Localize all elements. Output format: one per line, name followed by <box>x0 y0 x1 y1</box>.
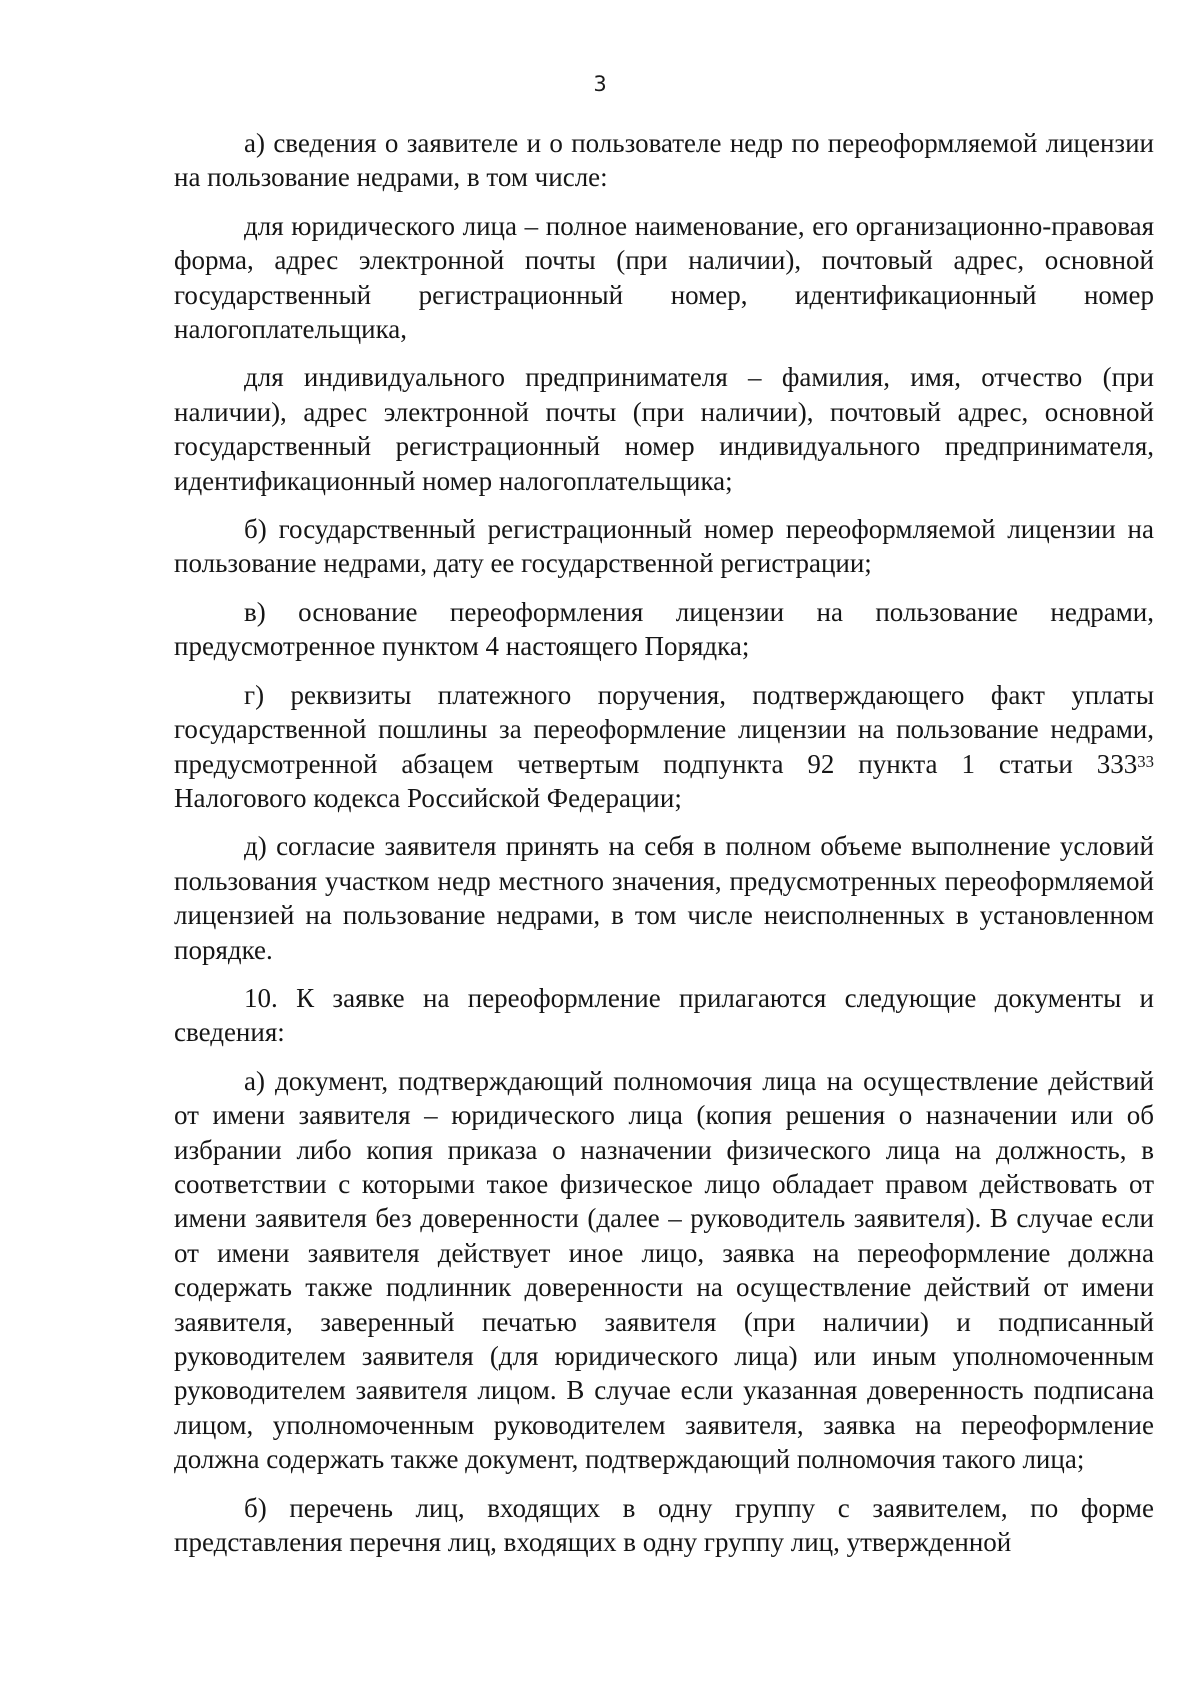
paragraph-reissue-basis: в) основание переоформления лицензии на пользование недрами, предусмотренное пунктом 4 настоящего Порядка; <box>174 596 1154 662</box>
page-number: 3 <box>593 72 607 96</box>
article-superscript: 33 <box>1137 751 1154 771</box>
paragraph-payment-details <box>174 678 1154 816</box>
paragraph-applicant-consent: д) согласие заявителя принять на себя в полном объеме выполнение условий пользования участком недр местного значения, предусмотренных переоформляемой лицензией на пользование недрами, в том числе неисполненных в установленном порядке. <box>174 831 1154 965</box>
payment-details-text-end: Налогового кодекса Российской Федерации; <box>174 782 682 813</box>
paragraph-individual-entrepreneur: для индивидуального предпринимателя – фамилия, имя, отчество (при наличии), адрес электронной почты (при наличии), почтовый адрес, основной государственный регистрационный номер индивидуального предпринимателя, идентификационный номер налогоплательщика; <box>174 362 1154 496</box>
paragraph-authority-document: а) документ, подтверждающий полномочия лица на осуществление действий от имени заявителя – юридического лица (копия решения о назначении или об избрании либо копия приказа о назначении физического лица на должность, в соответствии с которыми такое физическое лицо обладает правом действовать от имени заявителя без доверенности (далее – руководитель заявителя). В случае если от имени заявителя действует иное лицо, заявка на переоформление должна содержать также подлинник доверенности на осуществление действий от имени заявителя, заверенный печатью заявителя (при наличии) и подписанный руководителем заявителя (для юридического лица) или иным уполномоченным руководителем заявителя лицом. В случае если указанная доверенность подписана лицом, уполномоченным руководителем заявителя, заявка на переоформление должна содержать также документ, подтверждающий полномочия такого лица; <box>174 1065 1154 1475</box>
paragraph-clause-10: 10. К заявке на переоформление прилагаются следующие документы и сведения: <box>174 982 1154 1048</box>
paragraph-group-persons-list: б) перечень лиц, входящих в одну группу с заявителем, по форме представления перечня лиц, входящих в одну группу лиц, утвержденной <box>174 1492 1154 1558</box>
paragraph-applicant-info: а) сведения о заявителе и о пользователе недр по переоформляемой лицензии на пользование недрами, в том числе: <box>174 128 1154 193</box>
paragraph-legal-entity: для юридического лица – полное наименование, его организационно-правовая форма, адрес электронной почты (при наличии), почтовый адрес, основной государственный регистрационный номер, идентификационный номер налогоплательщика, <box>174 210 1154 345</box>
document-body <box>174 126 1154 1573</box>
payment-details-text: г) реквизиты платежного поручения, подтверждающего факт уплаты государственной пошлины за переоформление лицензии на пользование недрами, предусмотренной абзацем четвертым подпункта 92 пункта 1 статьи 333 <box>174 679 1154 779</box>
paragraph-license-number: б) государственный регистрационный номер переоформляемой лицензии на пользование недрами, дату ее государственной регистрации; <box>174 514 1154 579</box>
